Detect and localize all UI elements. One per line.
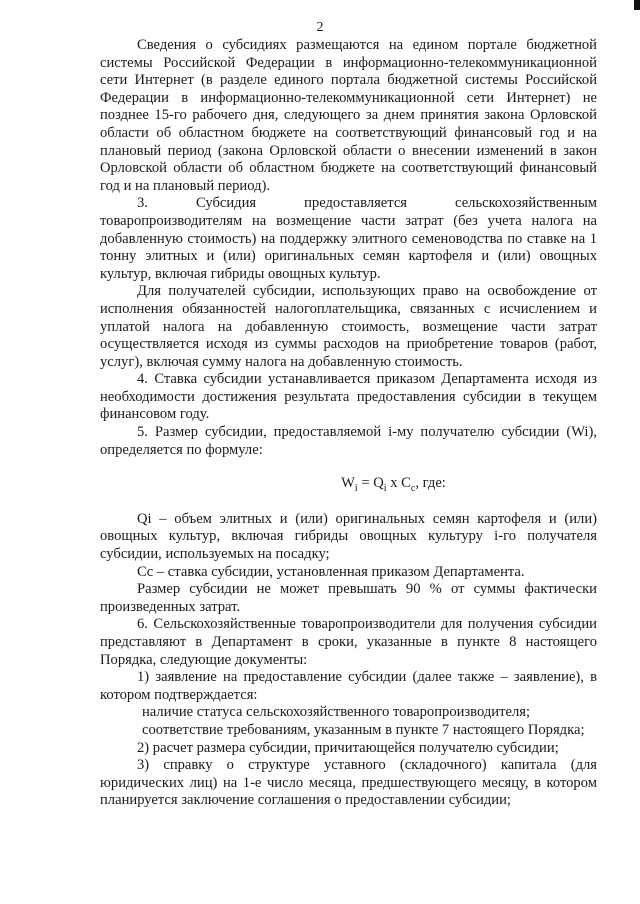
formula-q-sub: i	[383, 483, 387, 495]
paragraph-item-3: 3. Субсидия предоставляется сельскохозяйственным товаропроизводителям на возмещение части затрат (без учета налога на добавленную стоимость) на поддержку элитного семеноводства по ставке на 1 тонну элитных и (или) оригинальных семян картофеля и (или) овощных культур, включая гибриды овощных культур.	[100, 195, 597, 282]
paragraph-capital-structure: 3) справку о структуре уставного (складочного) капитала (для юридических лиц) на 1-е число месяца, предшествующего месяцу, в котором планируется заключение соглашения о предоставлении субсидии;	[100, 757, 597, 809]
paragraph-subsidy-info: Сведения о субсидиях размещаются на едином портале бюджетной системы Российской Федерации в информационно-телекоммуникационной сети Интернет (в разделе единого портала бюджетной системы Российской Федерации в информационно-телекоммуникационной сети Интернет) не позднее 15-го рабочего дня, следующего за днем принятия закона Орловской области об областном бюджете на соответствующий финансовый год и на плановый период (закона Орловской области о внесении изменений в закон Орловской области об областном бюджете на соответствующий финансовый год и на плановый период).	[100, 37, 597, 194]
sub-item-requirements: соответствие требованиям, указанным в пункте 7 настоящего Порядка;	[142, 721, 585, 738]
formula-x: x C	[386, 475, 411, 492]
paragraph-item-6: 6. Сельскохозяйственные товаропроизводители для получения субсидии представляют в Департамент в сроки, указанные в пункте 8 настоящего Порядка, следующие документы:	[100, 616, 597, 668]
document-body	[100, 37, 597, 810]
paragraph-cc-definition: Cc – ставка субсидии, установленная приказом Департамента.	[137, 563, 525, 580]
formula-tail: , где:	[415, 475, 446, 492]
formula-w-sub: i	[354, 483, 358, 495]
page-number: 2	[316, 20, 324, 35]
paragraph-item-5: 5. Размер субсидии, предоставляемой i-му получателю субсидии (Wi), определяется по формуле:	[100, 424, 597, 458]
formula-eq: = Q	[357, 475, 384, 492]
paragraph-qi-definition: Qi – объем элитных и (или) оригинальных семян картофеля и (или) овощных культур, включая гибриды овощных культуру i-го получателя субсидии, используемых на посадку;	[100, 510, 597, 563]
paragraph-application: 1) заявление на предоставление субсидии (далее также – заявление), в котором подтверждается:	[100, 669, 597, 703]
paragraph-item-4: 4. Ставка субсидии устанавливается приказом Департамента исходя из необходимости достижения результата предоставления субсидии в текущем финансовом году.	[100, 371, 597, 423]
paragraph-vat-exemption: Для получателей субсидии, использующих право на освобождение от исполнения обязанностей налогоплательщика, связанных с исчислением и уплатой налога на добавленную стоимость, возмещение части затрат осуществляется исходя из суммы расходов на приобретение товаров (работ, услуг), включая сумму налога на добавленную стоимость.	[100, 283, 597, 370]
formula-c-sub: c	[410, 483, 416, 495]
paragraph-calculation: 2) расчет размера субсидии, причитающейся получателю субсидии;	[137, 739, 559, 756]
paragraph-limit: Размер субсидии не может превышать 90 % от суммы фактически произведенных затрат.	[100, 581, 597, 615]
sub-item-status: наличие статуса сельскохозяйственного товаропроизводителя;	[142, 704, 530, 721]
subsidy-formula	[100, 475, 597, 493]
scan-corner-mark	[634, 0, 640, 10]
formula-w: W	[341, 475, 355, 492]
